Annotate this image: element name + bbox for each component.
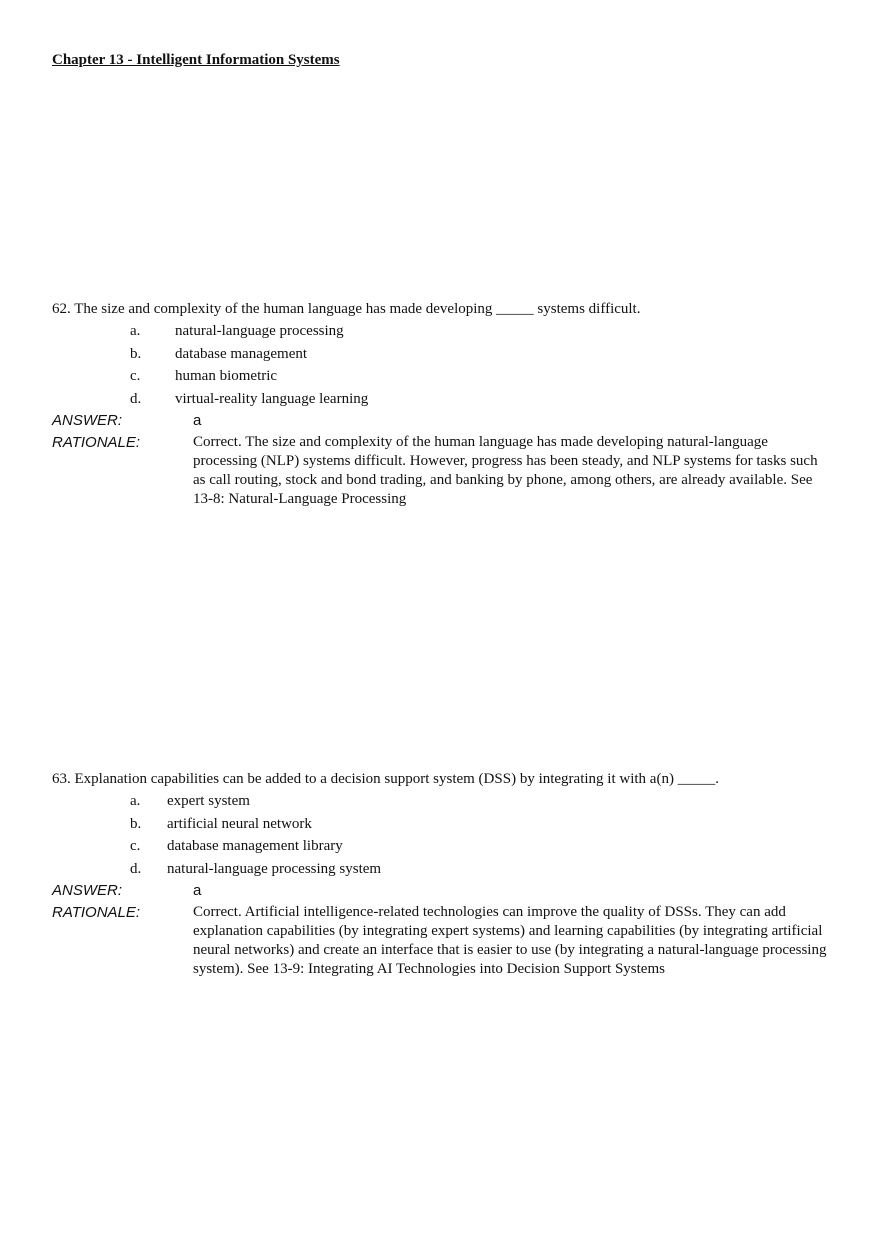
option-letter: d. bbox=[130, 390, 142, 407]
answer-value: a bbox=[193, 412, 202, 429]
option-d bbox=[52, 859, 832, 882]
chapter-title: Chapter 13 - Intelligent Information Systems bbox=[52, 52, 340, 68]
option-text: human biometric bbox=[175, 368, 278, 384]
option-b bbox=[52, 344, 832, 367]
option-c bbox=[52, 366, 832, 389]
option-a bbox=[52, 321, 832, 344]
option-a bbox=[52, 791, 832, 814]
question-62 bbox=[52, 299, 832, 507]
option-list bbox=[52, 791, 832, 881]
option-c bbox=[52, 836, 832, 859]
option-text: expert system bbox=[167, 793, 250, 809]
option-letter: a. bbox=[130, 323, 141, 339]
question-63 bbox=[52, 769, 832, 977]
rationale-label: RATIONALE: bbox=[52, 434, 141, 451]
option-text: database management library bbox=[167, 838, 343, 854]
question-stem: 62. The size and complexity of the human language has made developing _____ systems difficult. bbox=[52, 301, 641, 317]
option-letter: d. bbox=[130, 860, 142, 877]
option-letter: b. bbox=[130, 815, 142, 832]
option-text: artificial neural network bbox=[167, 815, 312, 832]
option-text: natural-language processing system bbox=[167, 860, 382, 877]
option-list bbox=[52, 321, 832, 411]
answer-label: ANSWER: bbox=[52, 412, 123, 429]
option-letter: a. bbox=[130, 793, 141, 809]
option-d bbox=[52, 389, 832, 412]
answer-value: a bbox=[193, 882, 202, 899]
option-b bbox=[52, 814, 832, 837]
option-text: database management bbox=[175, 345, 308, 362]
answer-row bbox=[52, 411, 832, 433]
option-text: virtual-reality language learning bbox=[175, 390, 369, 407]
question-stem: 63. Explanation capabilities can be added to a decision support system (DSS) by integrating it with a(n) _____. bbox=[52, 771, 719, 787]
answer-label: ANSWER: bbox=[52, 882, 123, 899]
option-letter: c. bbox=[130, 838, 141, 854]
option-letter: c. bbox=[130, 368, 141, 384]
rationale-text: Correct. The size and complexity of the human language has made developing natural-language processing (NLP) systems difficult. However, progress has been steady, and NLP systems for tasks such as call routing, stock and bond trading, and banking by phone, among others, are already available. See 13-8: Natural-Language Processing bbox=[193, 434, 818, 507]
option-text: natural-language processing bbox=[175, 323, 344, 339]
answer-row bbox=[52, 881, 832, 903]
option-letter: b. bbox=[130, 345, 142, 362]
rationale-text: Correct. Artificial intelligence-related technologies can improve the quality of DSSs. They can add explanation capabilities (by integrating expert systems) and learning capabilities (by integrating artificial neural networks) and create an interface that is easier to use (by integrating a natural-language processing system). See 13-9: Integrating AI Technologies into Decision Support Systems bbox=[193, 904, 827, 977]
rationale-label: RATIONALE: bbox=[52, 904, 141, 921]
